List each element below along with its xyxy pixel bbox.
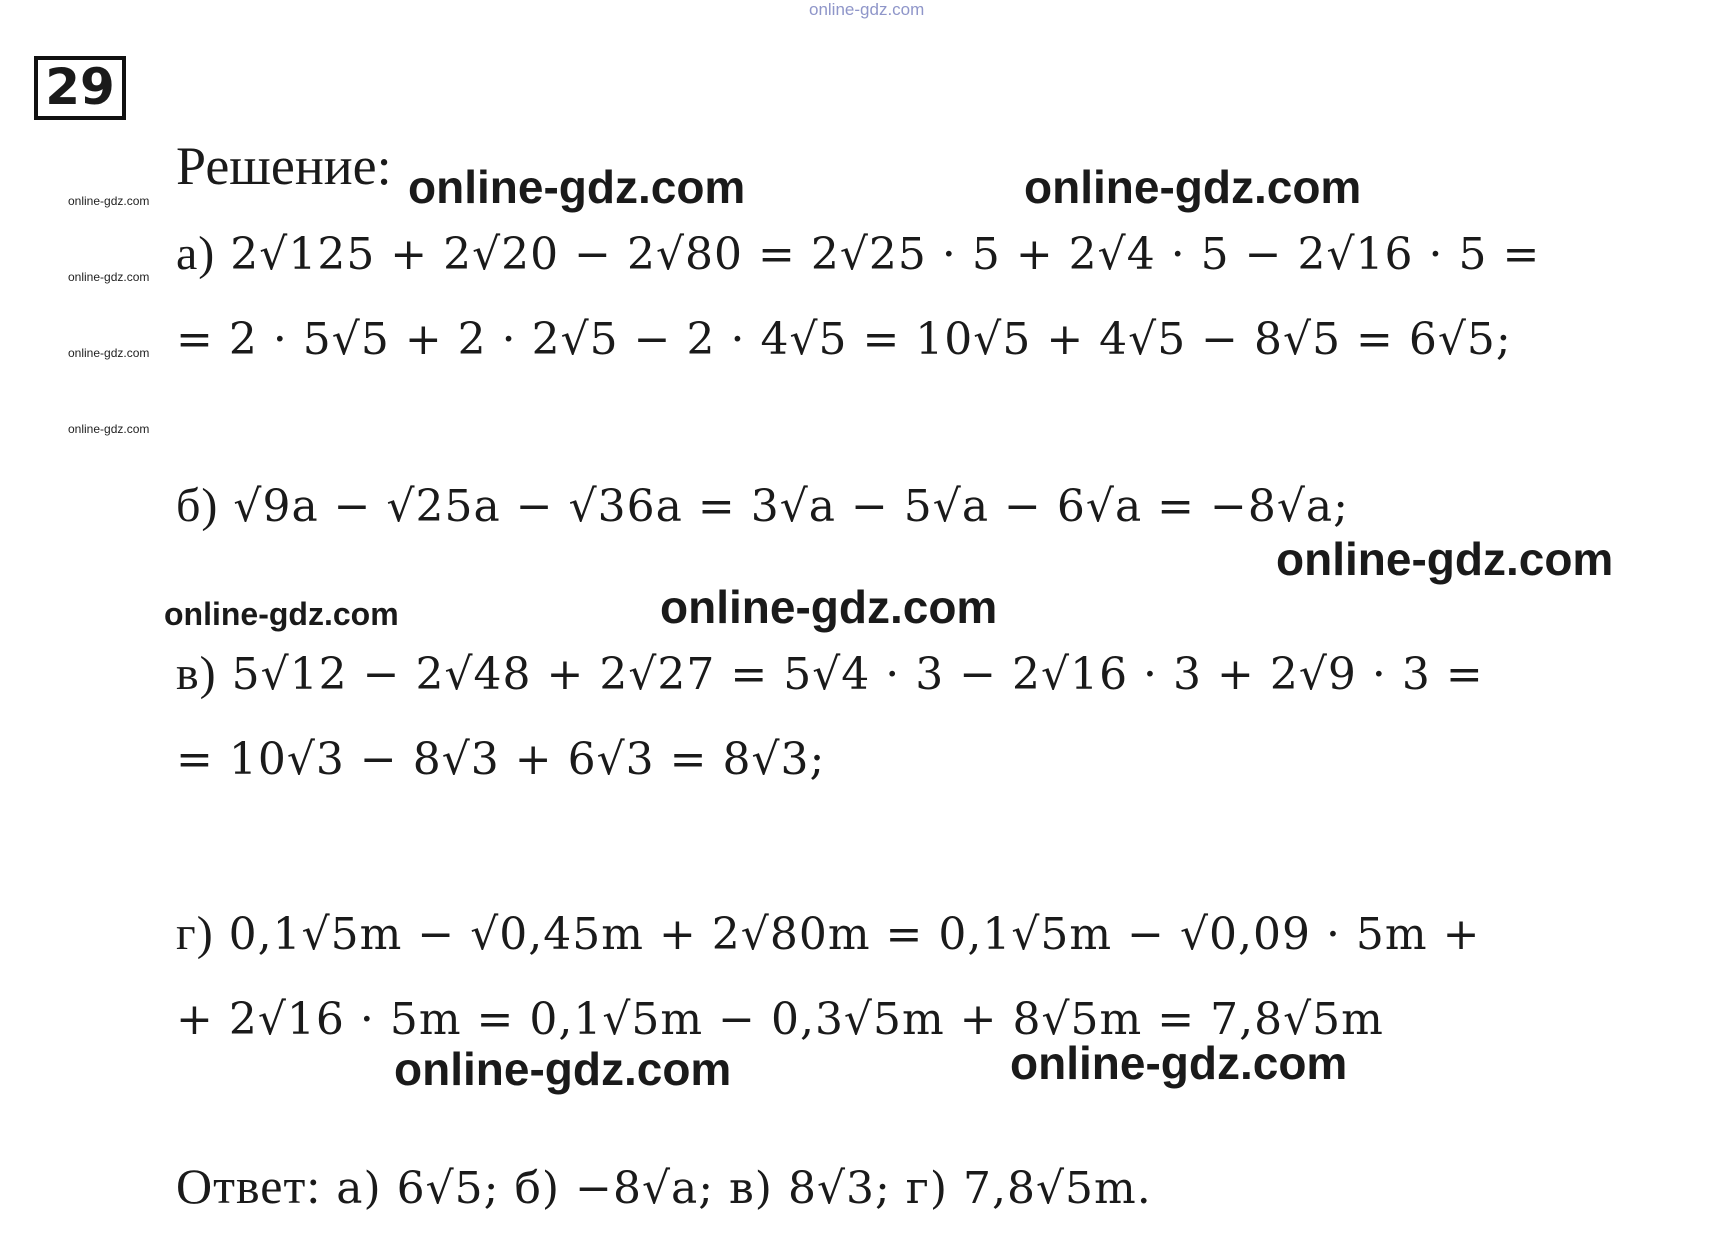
part-g-label: г): [176, 907, 214, 960]
part-b-expression-1: √9a − √25a − √36a = 3√a − 5√a − 6√a = −8√a;: [233, 481, 1349, 532]
side-watermark-4: online-gdz.com: [68, 422, 150, 436]
watermark: online-gdz.com: [660, 581, 998, 633]
part-v-line-1: [176, 646, 1484, 703]
part-a-line-1: [176, 226, 1540, 283]
part-v-line-2: = 10√3 − 8√3 + 6√3 = 8√3;: [176, 734, 826, 785]
side-watermark-3: online-gdz.com: [68, 346, 150, 360]
part-b-label: б): [176, 479, 219, 532]
top-watermark: online-gdz.com: [809, 0, 925, 19]
watermark: online-gdz.com: [164, 596, 399, 632]
part-v-expression-1: 5√12 − 2√48 + 2√27 = 5√4 · 3 − 2√16 · 3 + 2√9 · 3 =: [231, 649, 1484, 700]
watermark: online-gdz.com: [1010, 1037, 1348, 1089]
side-watermark-2: online-gdz.com: [68, 270, 150, 284]
answer-label: Ответ:: [176, 1158, 322, 1214]
watermark: online-gdz.com: [1024, 161, 1362, 213]
solution-heading: Решение:: [176, 136, 392, 196]
part-g-expression-1: 0,1√5m − √0,45m + 2√80m = 0,1√5m − √0,09 · 5m +: [228, 909, 1481, 960]
part-a-expression-1: 2√125 + 2√20 − 2√80 = 2√25 · 5 + 2√4 · 5 − 2√16 · 5 =: [230, 229, 1541, 280]
part-a-line-2: = 2 · 5√5 + 2 · 2√5 − 2 · 4√5 = 10√5 + 4√5 − 8√5 = 6√5;: [176, 314, 1512, 365]
part-g-line-1: [176, 906, 1481, 963]
watermark: online-gdz.com: [394, 1043, 732, 1095]
side-watermark-1: online-gdz.com: [68, 194, 150, 208]
problem-number-box: 29: [34, 56, 126, 120]
answer-text: а) 6√5; б) −8√a; в) 8√3; г) 7,8√5m.: [336, 1163, 1152, 1214]
part-v-label: в): [176, 647, 217, 700]
watermark: online-gdz.com: [408, 161, 746, 213]
part-a-label: а): [176, 227, 216, 280]
part-b-line-1: [176, 478, 1349, 535]
part-g-line-2: + 2√16 · 5m = 0,1√5m − 0,3√5m + 8√5m = 7,8√5m: [176, 994, 1384, 1045]
answer-line: [176, 1158, 1152, 1217]
watermark: online-gdz.com: [1276, 533, 1614, 585]
